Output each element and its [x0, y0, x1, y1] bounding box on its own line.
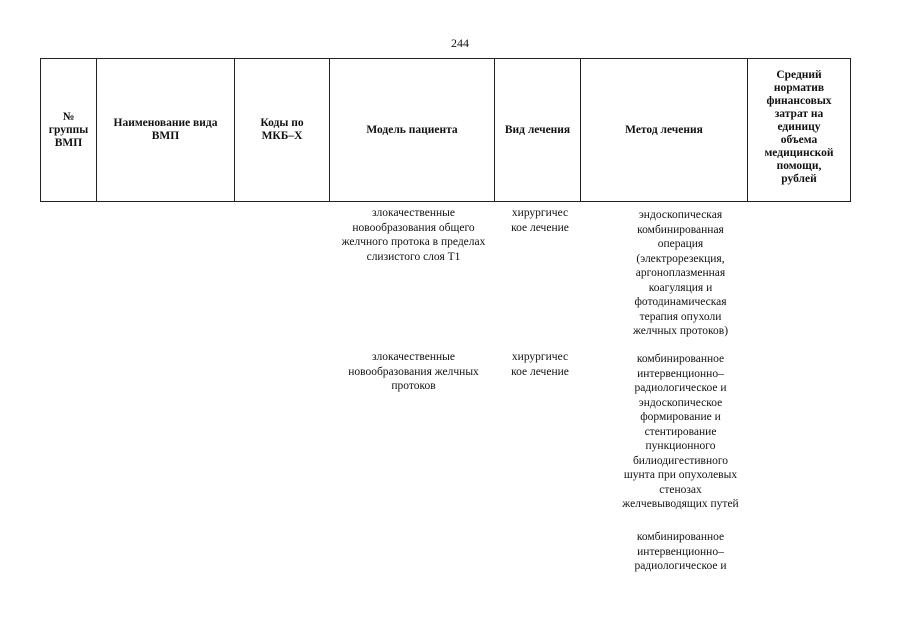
text-line: комбинированное [636, 531, 725, 543]
text-line: комбинированная [637, 223, 724, 236]
text-line: новообразования желчных [348, 365, 479, 378]
text-line: ВМП [54, 136, 83, 149]
text-line: коагуляция и [648, 281, 713, 294]
text-line: Вид лечения [504, 123, 571, 136]
text-line: затрат на [774, 108, 824, 120]
row1-treatment-method [597, 208, 764, 339]
row2-patient-model [331, 350, 496, 394]
text-line: хирургичес [511, 351, 569, 363]
text-line: желчного протокa в пределах [341, 236, 486, 248]
text-line: билиодигестивного [632, 454, 729, 467]
page-number: 244 [451, 36, 469, 50]
text-line: норматив [773, 82, 825, 94]
text-line: терапия опухоли [639, 310, 722, 323]
text-line: пункционного [645, 440, 716, 452]
text-line: единицу [777, 121, 821, 133]
text-line: новообразования общего [352, 221, 475, 234]
text-line: комбинированное [636, 353, 725, 365]
text-line: злокачественные [372, 351, 455, 363]
text-line: шунта при опухолевых [623, 469, 738, 481]
text-line: эндоскопическая [638, 209, 723, 221]
text-line: Коды по [260, 117, 304, 129]
text-line: интервенционно– [637, 545, 724, 558]
text-line: Наименование вида [113, 117, 218, 129]
text-line: интервенционно– [637, 367, 724, 380]
table-header [40, 58, 851, 202]
row1-patient-model [331, 206, 496, 264]
row3-treatment-method [597, 530, 764, 574]
header-vmp-name [97, 59, 235, 201]
text-line: финансовых [766, 95, 832, 107]
text-line: стентирование [644, 425, 717, 438]
text-line: желчных протоков) [632, 325, 729, 337]
text-line: протоков [391, 380, 436, 392]
text-line: кое лечение [511, 221, 569, 234]
text-line: МКБ–Х [261, 130, 303, 142]
text-line: помощи, [776, 160, 822, 172]
text-line: Средний [776, 69, 822, 81]
header-patient-model [330, 59, 495, 201]
text-line: группы [48, 123, 89, 136]
text-line: операция [657, 238, 704, 250]
text-line: желчевыводящих путей [622, 498, 739, 510]
text-line: злокачественные [372, 207, 455, 219]
text-line: рублей [781, 173, 817, 185]
text-line: слизистого слоя T1 [366, 250, 461, 263]
text-line: стенозах [659, 483, 702, 496]
text-line: аргоноплазменная [635, 267, 726, 279]
text-line: Метод лечения [625, 123, 703, 136]
text-line: Модель пациента [366, 123, 458, 136]
text-line: хирургичес [511, 207, 569, 219]
text-line: фотодинамическая [634, 296, 727, 308]
text-line: эндоскопическое [638, 396, 723, 409]
text-line: (электрорезекция, [636, 252, 725, 265]
text-line: формирование и [640, 411, 721, 423]
header-treatment-method [581, 59, 748, 201]
row2-treatment-method [597, 352, 764, 512]
row2-treatment-type [497, 350, 583, 379]
text-line: радиологическое и [634, 382, 727, 394]
header-mkb-codes [235, 59, 330, 201]
text-line: радиологическое и [634, 560, 727, 572]
header-treatment-type [495, 59, 581, 201]
row1-treatment-type [497, 206, 583, 235]
text-line: кое лечение [511, 365, 569, 378]
text-line: № [62, 110, 75, 123]
text-line: медицинской [764, 147, 834, 159]
text-line: ВМП [151, 130, 180, 142]
header-group-number [41, 59, 97, 201]
text-line: объема [780, 134, 818, 146]
header-avg-cost [748, 59, 850, 201]
